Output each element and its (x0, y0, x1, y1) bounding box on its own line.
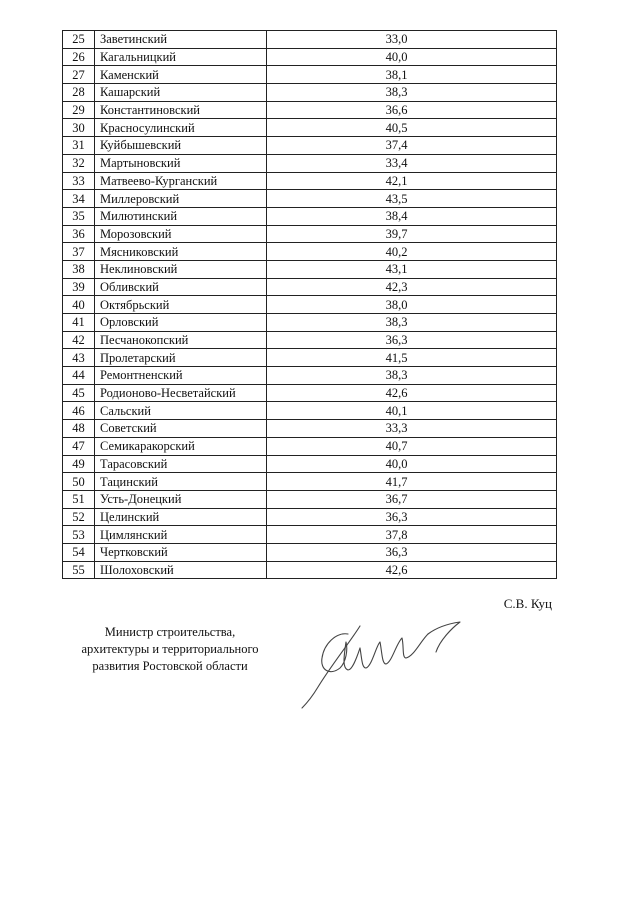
table-row (63, 172, 557, 190)
district-value: 42,6 (267, 561, 557, 579)
district-name: Морозовский (95, 225, 267, 243)
row-number: 45 (63, 384, 95, 402)
district-value: 43,5 (267, 190, 557, 208)
row-number: 28 (63, 84, 95, 102)
district-name: Каменский (95, 66, 267, 84)
row-number: 43 (63, 349, 95, 367)
table-row (63, 243, 557, 261)
signature-stroke-humps (360, 634, 428, 668)
table-row (63, 101, 557, 119)
row-number: 36 (63, 225, 95, 243)
district-name: Мясниковский (95, 243, 267, 261)
table-row (63, 119, 557, 137)
row-number: 42 (63, 331, 95, 349)
district-value: 38,4 (267, 207, 557, 225)
district-value: 36,7 (267, 490, 557, 508)
row-number: 38 (63, 260, 95, 278)
table-row (63, 278, 557, 296)
table-row (63, 384, 557, 402)
district-value: 42,1 (267, 172, 557, 190)
district-name: Кашарский (95, 84, 267, 102)
district-value: 40,0 (267, 48, 557, 66)
table-row (63, 561, 557, 579)
district-name: Милютинский (95, 207, 267, 225)
row-number: 48 (63, 420, 95, 438)
district-name: Заветинский (95, 31, 267, 49)
table-row (63, 402, 557, 420)
row-number: 52 (63, 508, 95, 526)
districts-table-body (63, 31, 557, 579)
row-number: 34 (63, 190, 95, 208)
row-number: 40 (63, 296, 95, 314)
district-value: 38,3 (267, 84, 557, 102)
district-value: 36,3 (267, 508, 557, 526)
row-number: 55 (63, 561, 95, 579)
district-name: Тарасовский (95, 455, 267, 473)
table-row (63, 455, 557, 473)
table-row (63, 207, 557, 225)
district-value: 37,8 (267, 526, 557, 544)
district-name: Целинский (95, 508, 267, 526)
district-name: Обливский (95, 278, 267, 296)
district-value: 43,1 (267, 260, 557, 278)
table-row (63, 66, 557, 84)
district-name: Тацинский (95, 473, 267, 491)
row-number: 50 (63, 473, 95, 491)
row-number: 39 (63, 278, 95, 296)
district-name: Матвеево-Курганский (95, 172, 267, 190)
signer-position (80, 624, 260, 675)
row-number: 29 (63, 101, 95, 119)
district-name: Чертковский (95, 543, 267, 561)
table-row (63, 508, 557, 526)
district-value: 33,0 (267, 31, 557, 49)
district-value: 40,5 (267, 119, 557, 137)
table-row (63, 543, 557, 561)
table-row (63, 260, 557, 278)
district-value: 40,7 (267, 437, 557, 455)
district-value: 38,1 (267, 66, 557, 84)
district-value: 40,1 (267, 402, 557, 420)
table-row (63, 349, 557, 367)
table-row (63, 314, 557, 332)
table-row (63, 296, 557, 314)
district-name: Шолоховский (95, 561, 267, 579)
district-value: 38,3 (267, 314, 557, 332)
district-value: 36,3 (267, 331, 557, 349)
district-value: 37,4 (267, 137, 557, 155)
row-number: 54 (63, 543, 95, 561)
table-row (63, 225, 557, 243)
table-row (63, 154, 557, 172)
row-number: 51 (63, 490, 95, 508)
signer-position-line-2: архитектуры и территориального (81, 642, 259, 656)
table-row (63, 190, 557, 208)
district-value: 33,3 (267, 420, 557, 438)
districts-table (62, 30, 557, 579)
district-name: Песчанокопский (95, 331, 267, 349)
table-row (63, 331, 557, 349)
signature-stroke-tail (428, 622, 460, 652)
table-row (63, 137, 557, 155)
row-number: 44 (63, 367, 95, 385)
row-number: 53 (63, 526, 95, 544)
row-number: 25 (63, 31, 95, 49)
row-number: 46 (63, 402, 95, 420)
district-name: Семикаракорский (95, 437, 267, 455)
table-row (63, 420, 557, 438)
district-name: Орловский (95, 314, 267, 332)
district-value: 42,3 (267, 278, 557, 296)
district-value: 40,2 (267, 243, 557, 261)
table-row (63, 84, 557, 102)
district-name: Советский (95, 420, 267, 438)
handwritten-signature (290, 612, 470, 712)
district-value: 39,7 (267, 225, 557, 243)
district-name: Куйбышевский (95, 137, 267, 155)
row-number: 33 (63, 172, 95, 190)
signer-position-line-1: Министр строительства, (104, 625, 236, 639)
district-name: Сальский (95, 402, 267, 420)
district-value: 41,5 (267, 349, 557, 367)
table-row (63, 526, 557, 544)
district-value: 38,3 (267, 367, 557, 385)
district-value: 42,6 (267, 384, 557, 402)
district-value: 38,0 (267, 296, 557, 314)
district-name: Кагальницкий (95, 48, 267, 66)
district-name: Усть-Донецкий (95, 490, 267, 508)
table-row (63, 473, 557, 491)
row-number: 31 (63, 137, 95, 155)
row-number: 26 (63, 48, 95, 66)
table-row (63, 490, 557, 508)
district-name: Мартыновский (95, 154, 267, 172)
table-row (63, 31, 557, 49)
district-name: Цимлянский (95, 526, 267, 544)
row-number: 37 (63, 243, 95, 261)
district-name: Красносулинский (95, 119, 267, 137)
row-number: 41 (63, 314, 95, 332)
district-value: 33,4 (267, 154, 557, 172)
table-row (63, 367, 557, 385)
signer-position-line-3: развития Ростовской области (92, 659, 248, 673)
row-number: 47 (63, 437, 95, 455)
district-value: 36,3 (267, 543, 557, 561)
table-row (63, 437, 557, 455)
signer-name: С.В. Куц (503, 596, 552, 611)
district-value: 41,7 (267, 473, 557, 491)
row-number: 49 (63, 455, 95, 473)
row-number: 30 (63, 119, 95, 137)
district-name: Родионово-Несветайский (95, 384, 267, 402)
district-name: Миллеровский (95, 190, 267, 208)
row-number: 32 (63, 154, 95, 172)
table-row (63, 48, 557, 66)
district-value: 36,6 (267, 101, 557, 119)
district-name: Пролетарский (95, 349, 267, 367)
district-value: 40,0 (267, 455, 557, 473)
district-name: Октябрьский (95, 296, 267, 314)
district-name: Константиновский (95, 101, 267, 119)
district-name: Ремонтненский (95, 367, 267, 385)
row-number: 27 (63, 66, 95, 84)
row-number: 35 (63, 207, 95, 225)
district-name: Неклиновский (95, 260, 267, 278)
